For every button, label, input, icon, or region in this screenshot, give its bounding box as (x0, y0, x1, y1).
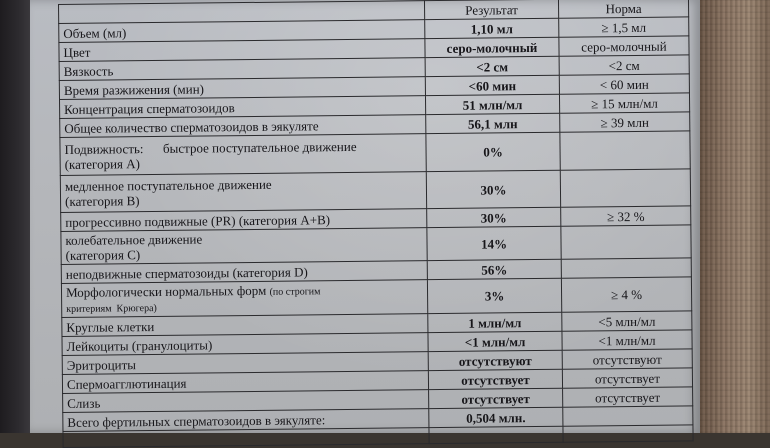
norm-cell: ≥ 39 млн (560, 112, 690, 132)
norm-cell: ≥ 15 млн/мл (559, 93, 689, 113)
parameter-cell (60, 134, 426, 176)
parameter-cell: Время разжижения (мин) (59, 77, 425, 100)
parameter-cell (60, 172, 426, 213)
result-cell: отсутствует (429, 388, 563, 408)
parameter-note: критериям Крюгера) (66, 302, 157, 315)
norm-cell (560, 169, 690, 207)
parameter-cell (61, 228, 427, 265)
result-cell: 56% (427, 259, 561, 279)
result-cell: 14% (427, 226, 561, 260)
parameter-cell: Концентрация сперматозоидов (60, 96, 426, 119)
norm-cell: <5 млн/мл (562, 311, 692, 331)
result-cell: 30% (427, 207, 561, 227)
background-dark-edge (0, 0, 30, 433)
result-cell: 56,1 млн (426, 113, 560, 133)
result-cell: отсутствуют (428, 350, 562, 370)
parameter-line: Подвижность: быстрое поступательное движение (64, 138, 357, 157)
parameter-line: (категория А) (64, 155, 140, 172)
parameter-line: (категория В) (64, 193, 140, 209)
result-cell: 0% (426, 132, 560, 171)
parameter-cell: Объем (мл) (59, 20, 425, 43)
header-norm-cell: Норма (558, 0, 688, 18)
semen-analysis-table (58, 0, 694, 448)
parameter-line: (категория С) (65, 247, 141, 263)
norm-cell (563, 425, 693, 442)
result-cell: 3% (427, 278, 561, 313)
parameter-text: Морфологически нормальных форм (65, 282, 267, 300)
result-cell: <1 млн/мл (428, 331, 562, 351)
paper-sheet (30, 0, 700, 433)
background-wooden-wall (700, 0, 770, 433)
table-row (60, 131, 690, 176)
norm-cell: серо-молочный (559, 36, 689, 56)
norm-cell: отсутствует (562, 368, 692, 388)
norm-cell (561, 225, 691, 259)
norm-cell: ≥ 1,5 мл (559, 17, 689, 37)
result-cell: 1 млн/мл (428, 312, 562, 332)
norm-cell (560, 131, 690, 170)
norm-cell (563, 406, 693, 426)
header-result-cell: Результат (424, 0, 558, 20)
result-cell: 0,504 млн. (429, 407, 563, 427)
result-cell: <2 см (425, 56, 559, 76)
parameter-cell: Слизь (63, 390, 429, 413)
result-cell: 30% (426, 170, 560, 208)
norm-cell: <1 млн/мл (562, 330, 692, 350)
norm-cell: отсутствует (563, 387, 693, 407)
parameter-cell: Спермоагглютинация (62, 371, 428, 394)
parameter-cell (63, 428, 429, 448)
result-cell (429, 426, 563, 443)
parameter-cell: Всего фертильных сперматозоидов в эякуляте: (63, 409, 429, 432)
parameter-cell: Цвет (59, 39, 425, 62)
parameter-cell: Вязкость (59, 58, 425, 81)
result-cell: серо-молочный (425, 37, 559, 57)
result-cell: 51 млн/мл (425, 94, 559, 114)
parameter-cell: Общее количество сперматозоидов в эякуляте (60, 115, 426, 138)
norm-cell: отсутствуют (562, 349, 692, 369)
result-cell: 1,10 мл (425, 18, 559, 38)
parameter-cell: прогрессивно подвижные (PR) (категория А+В) (61, 209, 427, 232)
parameter-cell: неподвижные сперматозоиды (категория D) (61, 261, 427, 284)
parameter-note: (по строгим (269, 285, 321, 298)
norm-cell: ≥ 4 % (561, 277, 691, 312)
parameter-cell: Эритроциты (62, 352, 428, 375)
parameter-cell: Круглые клетки (62, 314, 428, 337)
norm-cell: ≥ 32 % (561, 206, 691, 226)
parameter-cell: Лейкоциты (гранулоциты) (62, 333, 428, 356)
norm-cell: < 60 мин (559, 74, 689, 94)
parameter-cell (61, 280, 427, 318)
norm-cell: <2 см (559, 55, 689, 75)
parameter-line: колебательное движение (65, 231, 203, 248)
norm-cell (561, 258, 691, 278)
result-cell: <60 мин (425, 75, 559, 95)
result-cell: отсутствует (428, 369, 562, 389)
parameter-line: медленное поступательное движение (64, 176, 272, 194)
